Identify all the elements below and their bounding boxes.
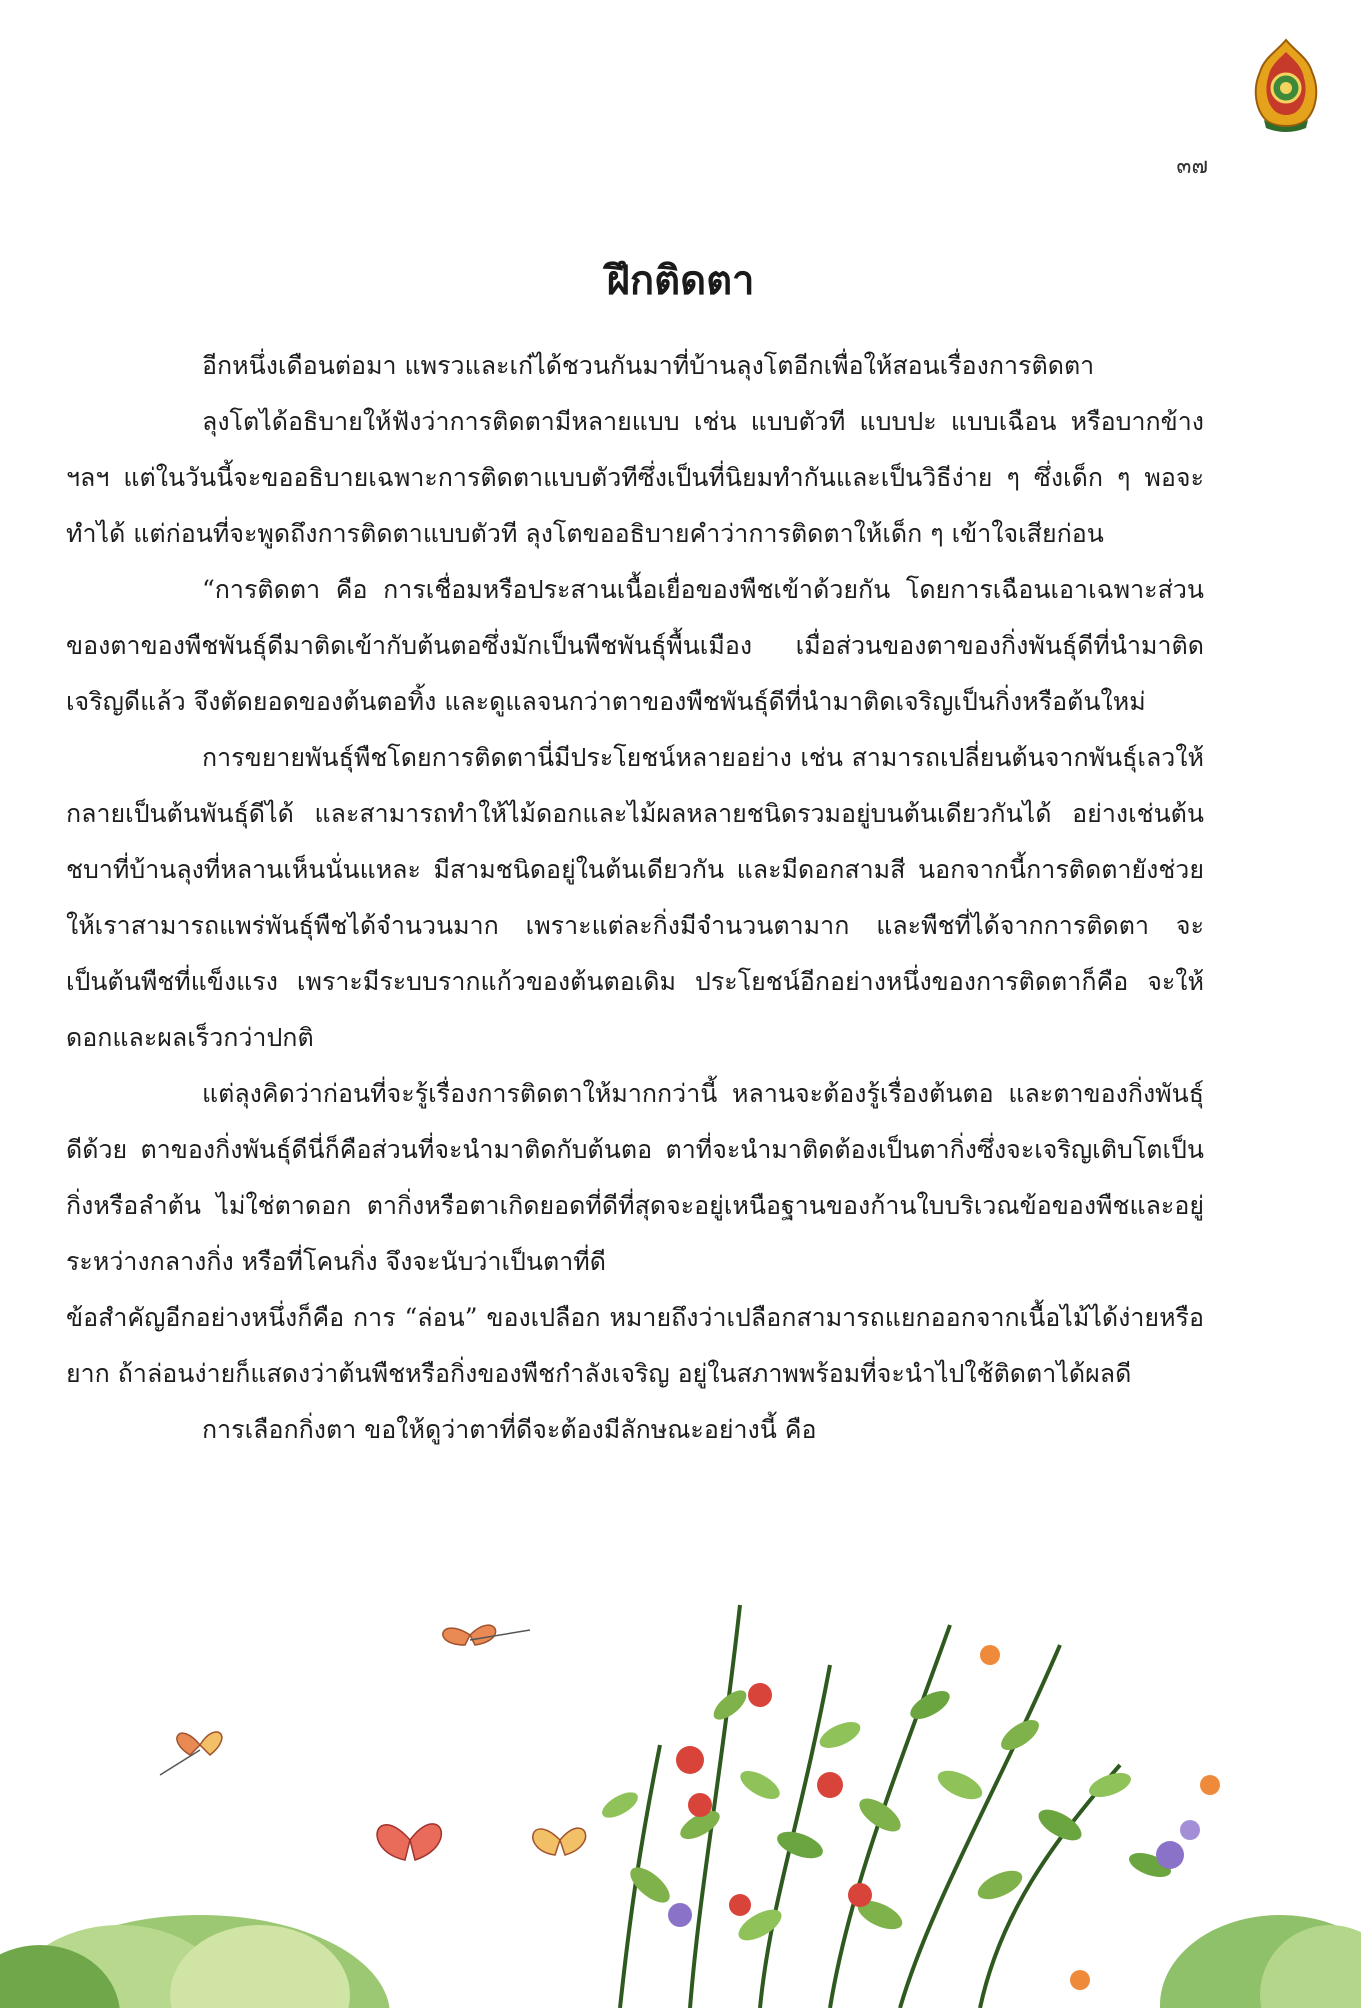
- paragraph: แต่ลุงคิดว่าก่อนที่จะรู้เรื่องการติดตาให้มากกว่านี้ หลานจะต้องรู้เรื่องต้นตอ และตาของกิ่งพันธุ์ดีด้วย ตาของกิ่งพันธุ์ดีนี่ก็คือส่วนที่จะนำมาติดกับต้นตอ ตาที่จะนำมาติดต้องเป็นตากิ่งซึ่งจะเจริญเติบโตเป็นกิ่งหรือลำต้น ไม่ใช่ตาดอก ตากิ่งหรือตาเกิดยอดที่ดีที่สุดจะอยู่เหนือฐานของก้านใบบริเวณข้อของพืชและอยู่ระหว่างกลางกิ่ง หรือที่โคนกิ่ง จึงจะนับว่าเป็นตาที่ดี: [66, 1079, 1204, 1276]
- garden-illustration: [0, 1585, 1361, 2008]
- bush-left: [0, 1915, 390, 2008]
- page-title: ฝึกติดตา: [606, 258, 755, 304]
- paragraph: ลุงโตได้อธิบายให้ฟังว่าการติดตามีหลายแบบ เช่น แบบตัวที แบบปะ แบบเฉือน หรือบากข้าง ฯลฯ แต่ในวันนี้จะขออธิบายเฉพาะการติดตาแบบตัวทีซึ่งเป็นที่นิยมทำกันและเป็นวิธีง่าย ๆ ซึ่งเด็ก ๆ พอจะทำได้ แต่ก่อนที่จะพูดถึงการติดตาแบบตัวที ลุงโตขออธิบายคำว่าการติดตาให้เด็ก ๆ เข้าใจเสียก่อน: [66, 407, 1204, 548]
- butterfly-icon: [377, 1824, 441, 1860]
- paragraph: การขยายพันธุ์พืชโดยการติดตานี่มีประโยชน์หลายอย่าง เช่น สามารถเปลี่ยนต้นจากพันธุ์เลวให้กลายเป็นต้นพันธุ์ดีได้ และสามารถทำให้ไม้ดอกและไม้ผลหลายชนิดรวมอยู่บนต้นเดียวกันได้ อย่างเช่นต้นชบาที่บ้านลุงที่หลานเห็นนั่นแหละ มีสามชนิดอยู่ในต้นเดียวกัน และมีดอกสามสี นอกจากนี้การติดตายังช่วยให้เราสามารถแพร่พันธุ์พืชได้จำนวนมาก เพราะแต่ละกิ่งมีจำนวนตามาก และพืชที่ได้จากการติดตา จะเป็นต้นพืชที่แข็งแรง เพราะมีระบบรากแก้วของต้นตอเดิม ประโยชน์อีกอย่างหนึ่งของการติดตาก็คือ จะให้ดอกและผลเร็วกว่าปกติ: [66, 743, 1204, 1052]
- orange-flower: [1070, 1970, 1090, 1990]
- body-text: [66, 338, 1204, 1458]
- school-emblem-icon: [1250, 38, 1322, 132]
- orange-flower: [1200, 1775, 1220, 1795]
- butterfly-icon: [160, 1732, 222, 1775]
- paragraph: การเลือกกิ่งตา ขอให้ดูว่าตาที่ดีจะต้องมีลักษณะอย่างนี้ คือ: [202, 1415, 817, 1444]
- butterfly-icon: [533, 1828, 586, 1855]
- red-flower: [817, 1772, 843, 1798]
- paragraph: “การติดตา คือ การเชื่อมหรือประสานเนื้อเยื่อของพืชเข้าด้วยกัน โดยการเฉือนเอาเฉพาะส่วนของตาของพืชพันธุ์ดีมาติดเข้ากับต้นตอซึ่งมักเป็นพืชพันธุ์พื้นเมือง เมื่อส่วนของตาของกิ่งพันธุ์ดีที่นำมาติดเจริญดีแล้ว จึงตัดยอดของต้นตอทิ้ง และดูแลจนกว่าตาของพืชพันธุ์ดีที่นำมาติดเจริญเป็นกิ่งหรือต้นใหม่: [66, 575, 1204, 716]
- paragraph: ข้อสำคัญอีกอย่างหนึ่งก็คือ การ “ล่อน” ของเปลือก หมายถึงว่าเปลือกสามารถแยกออกจากเนื้อไม้ได้ง่ายหรือยาก ถ้าล่อนง่ายก็แสดงว่าต้นพืชหรือกิ่งของพืชกำลังเจริญ อยู่ในสภาพพร้อมที่จะนำไปใช้ติดตาได้ผลดี: [66, 1303, 1204, 1388]
- page-number: ๓๗: [1176, 154, 1208, 179]
- orange-flower: [980, 1645, 1000, 1665]
- paragraph: อีกหนึ่งเดือนต่อมา แพรวและเก๋ได้ชวนกันมาที่บ้านลุงโตอีกเพื่อให้สอนเรื่องการติดตา: [202, 351, 1095, 380]
- purple-flower: [668, 1903, 692, 1927]
- butterfly-icon: [443, 1625, 530, 1645]
- bush-right: [1160, 1915, 1361, 2008]
- red-flower: [676, 1746, 704, 1774]
- red-flower: [748, 1683, 772, 1707]
- purple-flower: [1180, 1820, 1200, 1840]
- red-flower: [848, 1883, 872, 1907]
- red-flower: [688, 1793, 712, 1817]
- purple-flower: [1156, 1841, 1184, 1869]
- red-flower: [729, 1894, 751, 1916]
